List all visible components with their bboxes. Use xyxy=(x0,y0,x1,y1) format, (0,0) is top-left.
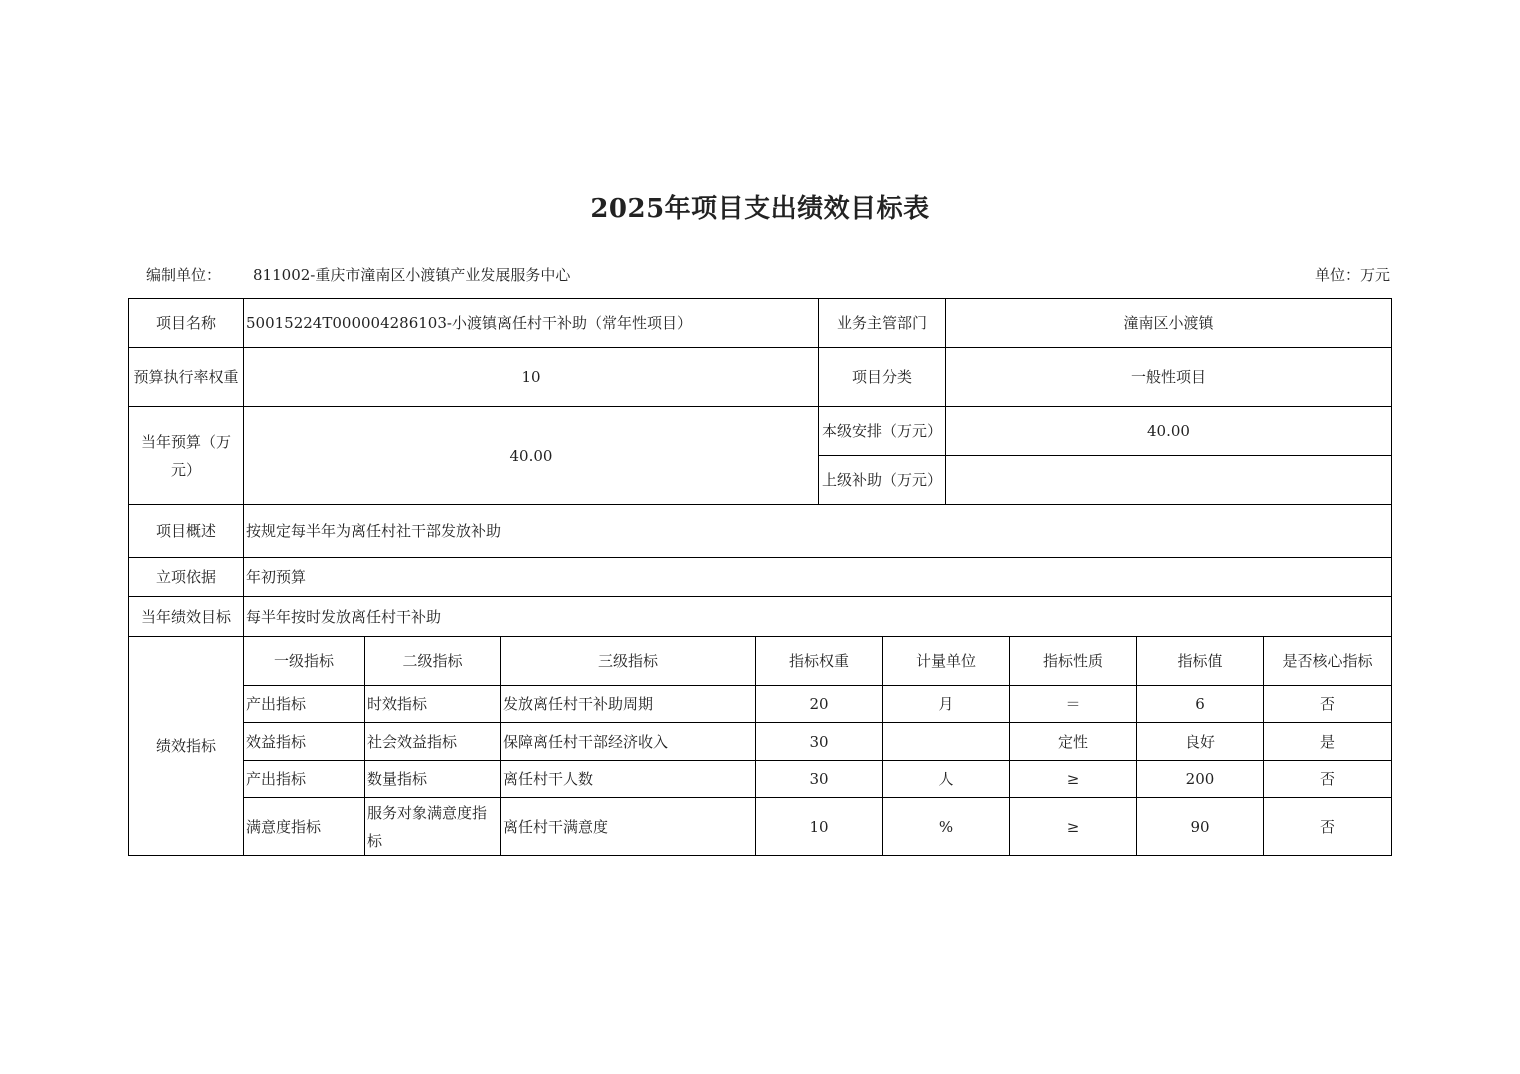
label-upper: 上级补助（万元） xyxy=(818,455,946,505)
value-weight: 10 xyxy=(243,347,819,407)
header-weight: 指标权重 xyxy=(755,636,883,686)
header-value: 指标值 xyxy=(1136,636,1264,686)
header-nature: 指标性质 xyxy=(1009,636,1137,686)
value-target: 每半年按时发放离任村干补助 xyxy=(243,596,1392,637)
table-cell: 是 xyxy=(1263,722,1392,761)
org-line xyxy=(146,264,570,285)
value-upper xyxy=(945,455,1392,505)
org-label: 编制单位： xyxy=(146,266,222,284)
table-cell: 定性 xyxy=(1009,722,1137,761)
table-cell: 数量指标 xyxy=(364,760,501,798)
label-basis: 立项依据 xyxy=(128,557,244,597)
value-budget: 40.00 xyxy=(243,406,819,505)
value-overview: 按规定每半年为离任村社干部发放补助 xyxy=(243,504,1392,558)
table-cell: 产出指标 xyxy=(243,685,365,723)
table-cell: % xyxy=(882,797,1010,856)
table-cell: 200 xyxy=(1136,760,1264,798)
page-title: 2025年项目支出绩效目标表 xyxy=(590,194,930,224)
header-level1: 一级指标 xyxy=(243,636,365,686)
table-cell: 效益指标 xyxy=(243,722,365,761)
table-cell: 服务对象满意度指标 xyxy=(364,797,501,856)
table-cell: ＝ xyxy=(1009,685,1137,723)
table-cell: 20 xyxy=(755,685,883,723)
label-dept: 业务主管部门 xyxy=(818,298,946,348)
value-dept: 潼南区小渡镇 xyxy=(945,298,1392,348)
table-cell: 否 xyxy=(1263,685,1392,723)
header-core: 是否核心指标 xyxy=(1263,636,1392,686)
table-cell: 否 xyxy=(1263,797,1392,856)
table-cell: 发放离任村干补助周期 xyxy=(500,685,756,723)
table-cell: 人 xyxy=(882,760,1010,798)
table-cell xyxy=(882,722,1010,761)
header-unit: 计量单位 xyxy=(882,636,1010,686)
header-level2: 二级指标 xyxy=(364,636,501,686)
table-cell: 月 xyxy=(882,685,1010,723)
value-category: 一般性项目 xyxy=(945,347,1392,407)
table-cell: 时效指标 xyxy=(364,685,501,723)
unit-label: 单位：万元 xyxy=(1314,266,1390,284)
label-local: 本级安排（万元） xyxy=(818,406,946,456)
value-local: 40.00 xyxy=(945,406,1392,456)
table-cell: 30 xyxy=(755,760,883,798)
table-cell: 社会效益指标 xyxy=(364,722,501,761)
table-cell: 良好 xyxy=(1136,722,1264,761)
label-budget: 当年预算（万元） xyxy=(128,406,244,505)
label-target: 当年绩效目标 xyxy=(128,596,244,637)
table-cell: ≥ xyxy=(1009,797,1137,856)
org-value: 811002-重庆市潼南区小渡镇产业发展服务中心 xyxy=(253,266,571,284)
header-level3: 三级指标 xyxy=(500,636,756,686)
table-cell: 否 xyxy=(1263,760,1392,798)
label-weight: 预算执行率权重 xyxy=(128,347,244,407)
table-cell: 离任村干人数 xyxy=(500,760,756,798)
table-cell: 10 xyxy=(755,797,883,856)
table-cell: 保障离任村干部经济收入 xyxy=(500,722,756,761)
table-cell: 6 xyxy=(1136,685,1264,723)
label-overview: 项目概述 xyxy=(128,504,244,558)
label-indicators: 绩效指标 xyxy=(128,636,244,856)
table-cell: 满意度指标 xyxy=(243,797,365,856)
value-project-name: 50015224T000004286103-小渡镇离任村干补助（常年性项目） xyxy=(243,298,819,348)
table-cell: ≥ xyxy=(1009,760,1137,798)
value-basis: 年初预算 xyxy=(243,557,1392,597)
label-category: 项目分类 xyxy=(818,347,946,407)
table-cell: 产出指标 xyxy=(243,760,365,798)
table-cell: 30 xyxy=(755,722,883,761)
table-cell: 离任村干满意度 xyxy=(500,797,756,856)
label-project-name: 项目名称 xyxy=(128,298,244,348)
table-cell: 90 xyxy=(1136,797,1264,856)
